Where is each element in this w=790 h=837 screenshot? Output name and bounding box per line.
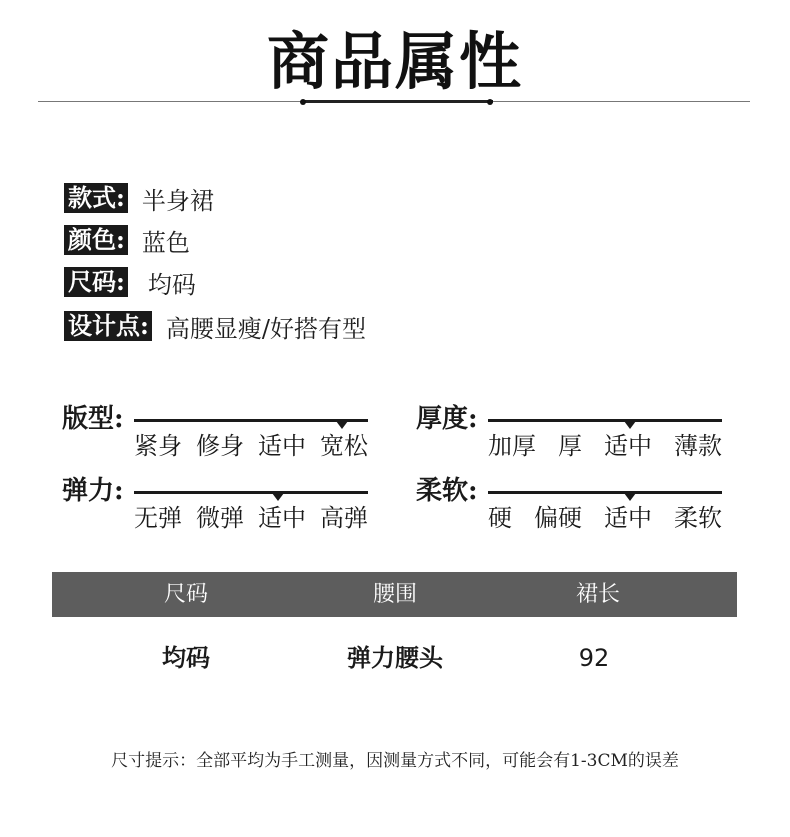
- scale-thickness-options: [488, 430, 722, 462]
- scale-fit-label: 版型:: [62, 404, 124, 434]
- attr-size-value: 均码: [147, 270, 196, 299]
- divider-dot-left: [300, 99, 306, 105]
- page-title: 商品属性: [266, 25, 523, 98]
- divider-dot-right: [487, 99, 493, 105]
- measurement-note: 尺寸提示：全部平均为手工测量，因测量方式不同，可能会有1-3CM的误差: [111, 751, 679, 771]
- scale-softness-line: [488, 491, 722, 494]
- attr-color: [64, 225, 190, 255]
- scale-softness: [416, 476, 726, 536]
- scale-thickness-option: 厚: [558, 432, 582, 460]
- scale-fit: [62, 404, 372, 464]
- size-table-header: [52, 572, 737, 617]
- attr-design-key: 设计点:: [64, 311, 152, 341]
- title-divider-accent: [303, 100, 493, 103]
- scale-softness-marker: [624, 493, 636, 501]
- attr-size-key: 尺码:: [64, 267, 128, 297]
- scale-softness-option: 偏硬: [534, 504, 582, 532]
- scale-fit-option: 修身: [196, 432, 244, 460]
- scale-elasticity-option: 高弹: [320, 504, 368, 532]
- scale-thickness-option: 适中: [604, 432, 652, 460]
- scale-fit-options: [134, 430, 368, 462]
- table-row: [52, 638, 737, 678]
- scale-thickness-marker: [624, 421, 636, 429]
- scale-elasticity-option: 适中: [258, 504, 306, 532]
- scale-softness-option: 硬: [488, 504, 512, 532]
- scale-thickness: [416, 404, 726, 464]
- scale-fit-option: 宽松: [320, 432, 368, 460]
- scale-elasticity-label: 弹力:: [62, 476, 124, 506]
- table-cell: 均码: [162, 643, 210, 672]
- scale-elasticity-line: [134, 491, 368, 494]
- scale-fit-option: 适中: [258, 432, 306, 460]
- attr-color-key: 颜色:: [64, 225, 128, 255]
- scale-elasticity: [62, 476, 372, 536]
- scale-elasticity-marker: [272, 493, 284, 501]
- scale-fit-option: 紧身: [134, 432, 182, 460]
- scale-softness-label: 柔软:: [416, 476, 478, 506]
- scale-elasticity-options: [134, 502, 368, 534]
- table-header-cell: 尺码: [163, 582, 208, 607]
- attr-design: [64, 311, 366, 341]
- scale-softness-option: 适中: [604, 504, 652, 532]
- attr-style-key: 款式:: [64, 183, 128, 213]
- scale-thickness-label: 厚度:: [416, 404, 478, 434]
- scale-softness-option: 柔软: [674, 504, 722, 532]
- attr-design-value: 高腰显瘦/好搭有型: [165, 314, 366, 343]
- scale-fit-marker: [336, 421, 348, 429]
- attr-size: [64, 267, 196, 297]
- scale-thickness-option: 加厚: [488, 432, 536, 460]
- scale-elasticity-option: 无弹: [134, 504, 182, 532]
- scale-elasticity-option: 微弹: [196, 504, 244, 532]
- attr-style: [64, 183, 214, 213]
- table-cell: 92: [578, 644, 610, 672]
- scale-thickness-line: [488, 419, 722, 422]
- table-header-cell: 腰围: [372, 582, 417, 607]
- scale-thickness-option: 薄款: [674, 432, 722, 460]
- scale-fit-line: [134, 419, 368, 422]
- attr-color-value: 蓝色: [141, 228, 190, 257]
- table-header-cell: 裙长: [575, 582, 620, 607]
- table-cell: 弹力腰头: [347, 643, 443, 672]
- attr-style-value: 半身裙: [141, 186, 214, 215]
- scale-softness-options: [488, 502, 722, 534]
